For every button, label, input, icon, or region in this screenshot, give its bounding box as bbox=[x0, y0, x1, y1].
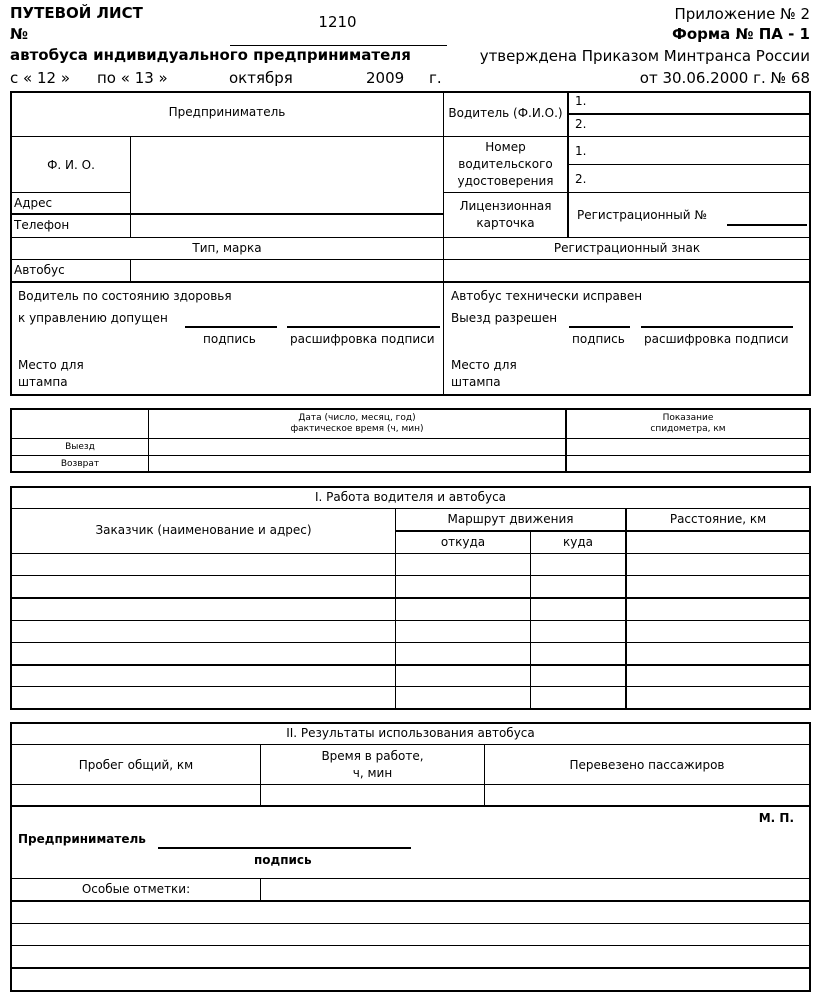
doc-number-label: № bbox=[10, 25, 29, 43]
medical-signature-line[interactable] bbox=[185, 326, 277, 328]
col-date-header-2: фактическое время (ч, мин) bbox=[290, 424, 424, 434]
driver-1-field[interactable] bbox=[590, 92, 808, 112]
reg-number-label: Регистрационный № bbox=[577, 208, 707, 222]
section1-title: I. Работа водителя и автобуса bbox=[314, 490, 507, 504]
medical-decode-caption: расшифровка подписи bbox=[290, 332, 435, 346]
approved-date: от 30.06.2000 г. № 68 bbox=[639, 69, 810, 87]
license-label-2: водительского bbox=[458, 157, 553, 171]
work-time-field[interactable] bbox=[261, 785, 484, 805]
col-time-header-2: ч, мин bbox=[352, 766, 393, 780]
special-notes-field[interactable] bbox=[261, 879, 809, 900]
license-2-field[interactable] bbox=[590, 165, 808, 191]
fio-address-field[interactable] bbox=[131, 137, 443, 213]
return-date-field[interactable] bbox=[149, 456, 565, 471]
period-to[interactable]: по « 13 » bbox=[97, 69, 168, 87]
technical-stamp-1: Место для bbox=[451, 358, 517, 372]
table-row[interactable] bbox=[12, 643, 809, 664]
notes-line[interactable] bbox=[12, 946, 809, 967]
passengers-field[interactable] bbox=[485, 785, 809, 805]
col-mileage-header: Пробег общий, км bbox=[78, 758, 194, 772]
period-year-suffix: г. bbox=[429, 69, 442, 87]
fio-label: Ф. И. О. bbox=[47, 158, 95, 172]
doc-number-value[interactable]: 1210 bbox=[318, 13, 357, 31]
stamp-place-label: М. П. bbox=[758, 811, 794, 825]
table-row[interactable] bbox=[12, 666, 809, 686]
table-row[interactable] bbox=[12, 554, 809, 575]
driver-2-field[interactable] bbox=[590, 115, 808, 135]
row-departure-label: Выезд bbox=[65, 442, 95, 452]
form-number: Форма № ПА - 1 bbox=[671, 25, 810, 43]
license-1-field[interactable] bbox=[590, 137, 808, 163]
medical-signature-caption: подпись bbox=[203, 332, 256, 346]
notes-line[interactable] bbox=[12, 969, 809, 990]
col-time-header-1: Время в работе, bbox=[321, 749, 424, 763]
type-brand-label: Тип, марка bbox=[192, 241, 262, 255]
medical-stamp-2: штампа bbox=[18, 375, 68, 389]
col-route-header: Маршрут движения bbox=[447, 512, 574, 526]
medical-line2: к управлению допущен bbox=[18, 311, 168, 325]
departure-speedo-field[interactable] bbox=[567, 439, 809, 455]
technical-decode-caption: расшифровка подписи bbox=[644, 332, 789, 346]
entrepreneur-signature-caption: подпись bbox=[254, 853, 312, 867]
col-from-header: откуда bbox=[440, 535, 486, 549]
row-return-label: Возврат bbox=[60, 459, 100, 469]
table-row[interactable] bbox=[12, 621, 809, 642]
approved-by: утверждена Приказом Минтранса России bbox=[479, 47, 810, 65]
license-label-1: Номер bbox=[485, 140, 526, 154]
phone-label: Телефон bbox=[14, 218, 70, 232]
appendix-label: Приложение № 2 bbox=[674, 5, 810, 23]
col-customer-header: Заказчик (наименование и адрес) bbox=[95, 523, 312, 537]
special-notes-label: Особые отметки: bbox=[81, 882, 191, 896]
notes-line[interactable] bbox=[12, 924, 809, 945]
card-label-2: карточка bbox=[476, 216, 535, 230]
table-row[interactable] bbox=[12, 599, 809, 620]
license-label-3: удостоверения bbox=[457, 174, 554, 188]
col-date-header-1: Дата (число, месяц, год) bbox=[298, 413, 416, 423]
departure-date-field[interactable] bbox=[149, 439, 565, 455]
card-label-1: Лицензионная bbox=[459, 199, 552, 213]
reg-sign-label: Регистрационный знак bbox=[553, 241, 701, 255]
table-row[interactable] bbox=[12, 687, 809, 708]
technical-stamp-2: штампа bbox=[451, 375, 501, 389]
period-month[interactable]: октября bbox=[229, 69, 293, 87]
license-1-label: 1. bbox=[575, 144, 587, 158]
technical-signature-caption: подпись bbox=[572, 332, 625, 346]
technical-decode-line[interactable] bbox=[641, 326, 793, 328]
medical-stamp-1: Место для bbox=[18, 358, 84, 372]
col-speedo-header-1: Показание bbox=[662, 413, 714, 423]
entrepreneur-heading: Предприниматель bbox=[168, 105, 286, 119]
bus-type-field[interactable] bbox=[131, 260, 443, 281]
period-year[interactable]: 2009 bbox=[366, 69, 405, 87]
reg-sign-field[interactable] bbox=[444, 260, 809, 281]
technical-line2: Выезд разрешен bbox=[451, 311, 558, 325]
entrepreneur-sign-label: Предприниматель bbox=[18, 832, 146, 846]
phone-field[interactable] bbox=[131, 215, 443, 237]
doc-subtitle: автобуса индивидуального предпринимателя bbox=[10, 46, 411, 64]
period-from[interactable]: с « 12 » bbox=[10, 69, 70, 87]
table-row[interactable] bbox=[12, 576, 809, 597]
entrepreneur-signature-line[interactable] bbox=[158, 847, 411, 849]
license-2-label: 2. bbox=[575, 172, 587, 186]
medical-decode-line[interactable] bbox=[287, 326, 440, 328]
col-passengers-header: Перевезено пассажиров bbox=[569, 758, 725, 772]
notes-line[interactable] bbox=[12, 902, 809, 923]
reg-number-underline[interactable] bbox=[727, 224, 807, 226]
col-speedo-header-2: спидометра, км bbox=[650, 424, 726, 434]
driver-fio-label: Водитель (Ф.И.О.) bbox=[448, 106, 563, 120]
driver-2-label: 2. bbox=[575, 117, 587, 131]
section2-title: II. Результаты использования автобуса bbox=[286, 726, 535, 740]
return-speedo-field[interactable] bbox=[567, 456, 809, 471]
mileage-field[interactable] bbox=[12, 785, 260, 805]
medical-line1: Водитель по состоянию здоровья bbox=[18, 289, 232, 303]
driver-1-label: 1. bbox=[575, 94, 587, 108]
technical-signature-line[interactable] bbox=[569, 326, 630, 328]
col-to-header: куда bbox=[563, 535, 593, 549]
address-label: Адрес bbox=[14, 196, 53, 210]
col-distance-header: Расстояние, км bbox=[669, 512, 767, 526]
technical-line1: Автобус технически исправен bbox=[451, 289, 643, 303]
bus-label: Автобус bbox=[14, 263, 65, 277]
doc-title: ПУТЕВОЙ ЛИСТ bbox=[10, 4, 143, 22]
